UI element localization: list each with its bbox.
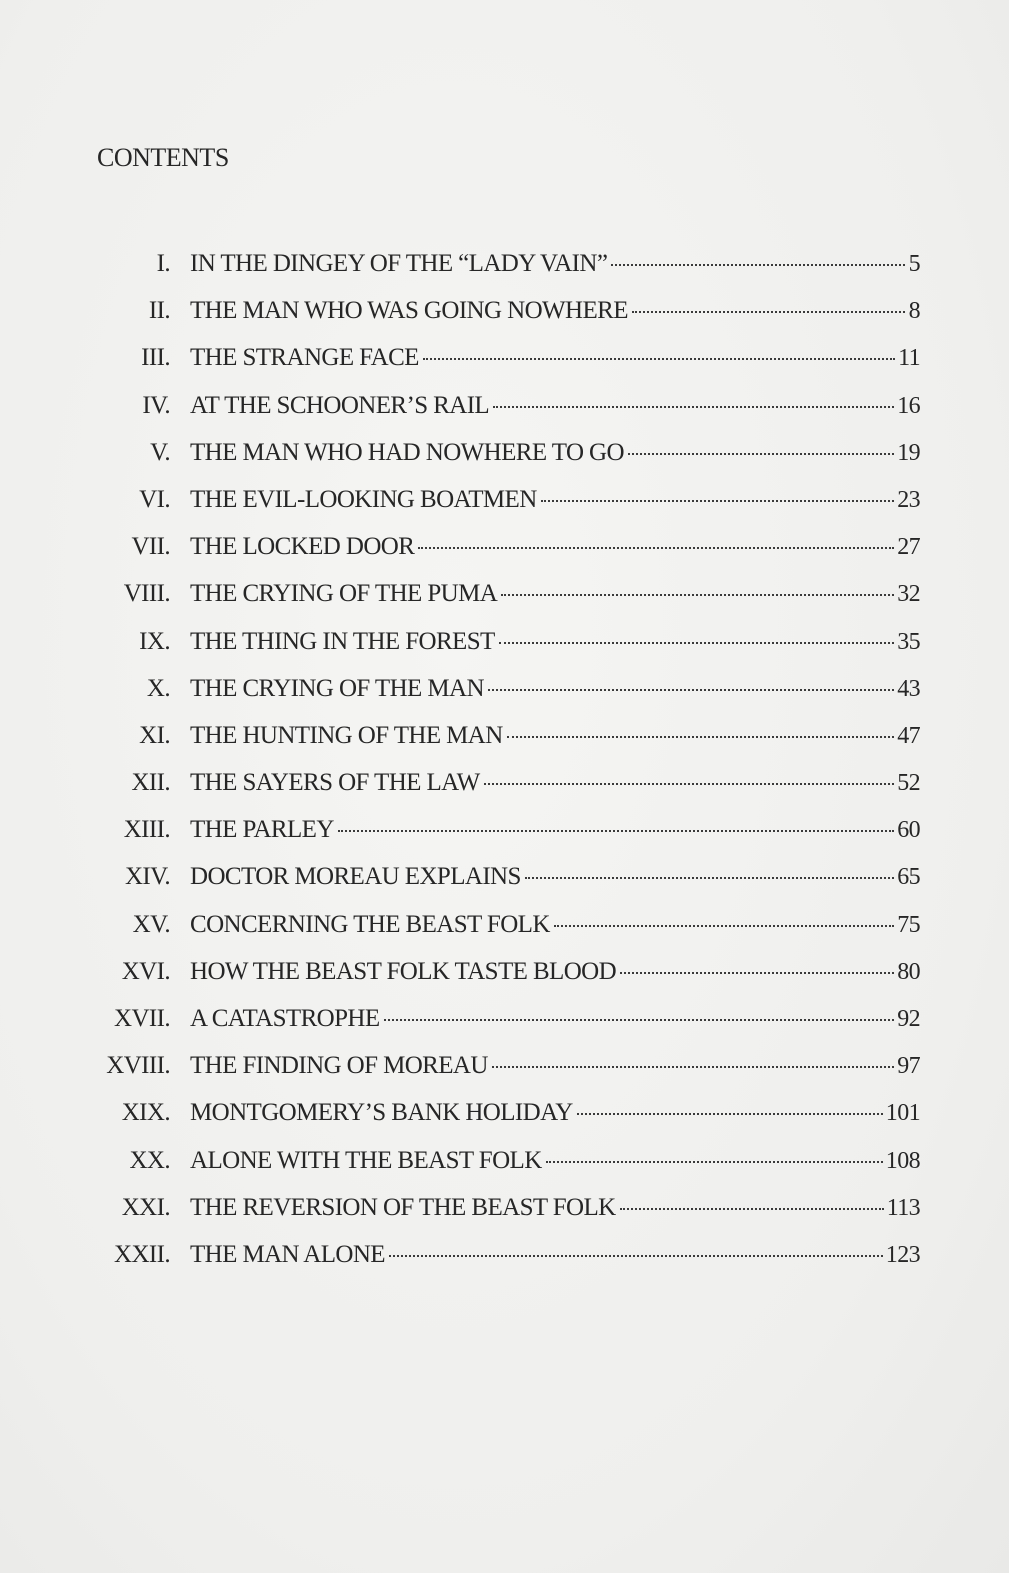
page-number: 65 [897, 864, 920, 891]
page-number: 47 [897, 722, 920, 749]
chapter-title: THE MAN WHO HAD NOWHERE TO GO [190, 438, 624, 466]
page-number: 101 [885, 1100, 920, 1127]
toc-entry [90, 816, 920, 863]
chapter-number: III. [141, 344, 170, 372]
chapter-title: THE STRANGE FACE [190, 344, 419, 372]
chapter-number: IV. [142, 391, 170, 419]
page-number: 80 [897, 958, 920, 985]
dot-leader [384, 1019, 895, 1021]
toc-entry [90, 439, 920, 486]
dot-leader [525, 877, 894, 879]
toc-entry [90, 1052, 920, 1099]
dot-leader [501, 594, 894, 596]
page-number: 35 [897, 628, 920, 655]
dot-leader [423, 358, 895, 360]
toc-entry [90, 628, 920, 675]
dot-leader [620, 1208, 884, 1210]
toc-entry [90, 533, 920, 580]
toc-entry [90, 863, 920, 910]
toc-entry [90, 769, 920, 816]
page-number: 27 [897, 534, 920, 561]
page-number: 97 [897, 1053, 920, 1080]
page-number: 123 [885, 1241, 920, 1268]
chapter-title: THE PARLEY [190, 816, 334, 844]
page-number: 11 [898, 345, 920, 372]
toc-entry [90, 344, 920, 391]
dot-leader [541, 500, 895, 502]
chapter-number: VII. [131, 533, 170, 561]
chapter-number: XIII. [123, 816, 170, 844]
chapter-title: THE THING IN THE FOREST [190, 627, 495, 655]
chapter-title: HOW THE BEAST FOLK TASTE BLOOD [190, 957, 617, 985]
toc-entry [90, 486, 920, 533]
chapter-number: VI. [139, 485, 170, 513]
chapter-number: XVII. [113, 1005, 170, 1032]
toc-entry [90, 722, 920, 769]
dot-leader [484, 783, 895, 785]
page-number: 19 [897, 439, 920, 466]
chapter-number: V. [150, 438, 170, 466]
toc-entry [90, 911, 920, 958]
chapter-number: II. [148, 297, 170, 325]
dot-leader [632, 311, 905, 313]
page-number: 5 [908, 251, 920, 277]
toc-entry [90, 1005, 920, 1052]
chapter-title: MONTGOMERY’S BANK HOLIDAY [190, 1099, 573, 1127]
chapter-title: DOCTOR MOREAU EXPLAINS [190, 863, 521, 891]
toc-entry [90, 392, 920, 439]
chapter-number: XV. [132, 910, 170, 938]
chapter-title: THE CRYING OF THE MAN [190, 674, 484, 702]
page-number: 32 [897, 581, 920, 608]
chapter-number: XI. [139, 721, 170, 749]
chapter-number: XIX. [121, 1099, 170, 1127]
dot-leader [389, 1255, 883, 1257]
chapter-number: XIV. [124, 863, 170, 891]
chapter-title: THE MAN WHO WAS GOING NOWHERE [190, 297, 628, 325]
chapter-title: THE REVERSION OF THE BEAST FOLK [190, 1193, 616, 1221]
chapter-number: XX. [129, 1146, 170, 1174]
page-number: 113 [886, 1194, 920, 1221]
table-of-contents [90, 250, 920, 1288]
dot-leader [507, 736, 894, 738]
page-number: 75 [897, 911, 920, 938]
toc-entry [90, 1099, 920, 1146]
toc-entry [90, 297, 920, 344]
toc-entry [90, 958, 920, 1005]
chapter-title: THE MAN ALONE [190, 1240, 385, 1268]
page-number: 60 [897, 817, 920, 844]
chapter-number: I. [156, 250, 170, 277]
page-number: 43 [897, 675, 920, 702]
dot-leader [493, 406, 894, 408]
dot-leader [611, 264, 905, 266]
chapter-number: XII. [131, 769, 170, 797]
chapter-title: THE LOCKED DOOR [190, 533, 415, 561]
dot-leader [418, 547, 894, 549]
page-number: 52 [897, 770, 920, 797]
dot-leader [577, 1113, 883, 1115]
toc-entry [90, 675, 920, 722]
dot-leader [338, 830, 894, 832]
dot-leader [554, 925, 894, 927]
chapter-title: AT THE SCHOONER’S RAIL [190, 391, 490, 419]
chapter-title: THE CRYING OF THE PUMA [190, 580, 498, 608]
toc-entry [90, 1147, 920, 1194]
chapter-title: IN THE DINGEY OF THE “LADY VAIN” [190, 250, 608, 277]
dot-leader [488, 689, 894, 691]
chapter-title: THE FINDING OF MOREAU [190, 1052, 488, 1080]
dot-leader [492, 1066, 894, 1068]
page-number: 23 [897, 486, 920, 513]
page-number: 8 [908, 298, 920, 325]
toc-entry [90, 1241, 920, 1288]
dot-leader [620, 972, 894, 974]
chapter-title: CONCERNING THE BEAST FOLK [190, 910, 550, 938]
chapter-title: THE EVIL-LOOKING BOATMEN [190, 485, 537, 513]
page-number: 108 [885, 1147, 920, 1174]
toc-entry [90, 1194, 920, 1241]
dot-leader [546, 1161, 883, 1163]
page-number: 92 [897, 1006, 920, 1032]
dot-leader [499, 642, 894, 644]
chapter-title: ALONE WITH THE BEAST FOLK [190, 1146, 542, 1174]
dot-leader [628, 453, 894, 455]
toc-entry [90, 250, 920, 297]
page-number: 16 [897, 392, 920, 419]
chapter-title: A CATASTROPHE [190, 1005, 380, 1032]
chapter-title: THE SAYERS OF THE LAW [190, 769, 480, 797]
chapter-number: XXI. [121, 1193, 170, 1221]
chapter-number: XVI. [121, 957, 170, 985]
chapter-number: XVIII. [106, 1052, 170, 1080]
toc-entry [90, 580, 920, 627]
chapter-number: X. [146, 674, 170, 702]
chapter-number: VIII. [123, 580, 170, 608]
chapter-number: XXII. [113, 1240, 170, 1268]
chapter-title: THE HUNTING OF THE MAN [190, 721, 503, 749]
page-heading: CONTENTS [97, 143, 229, 172]
chapter-number: IX. [139, 627, 170, 655]
